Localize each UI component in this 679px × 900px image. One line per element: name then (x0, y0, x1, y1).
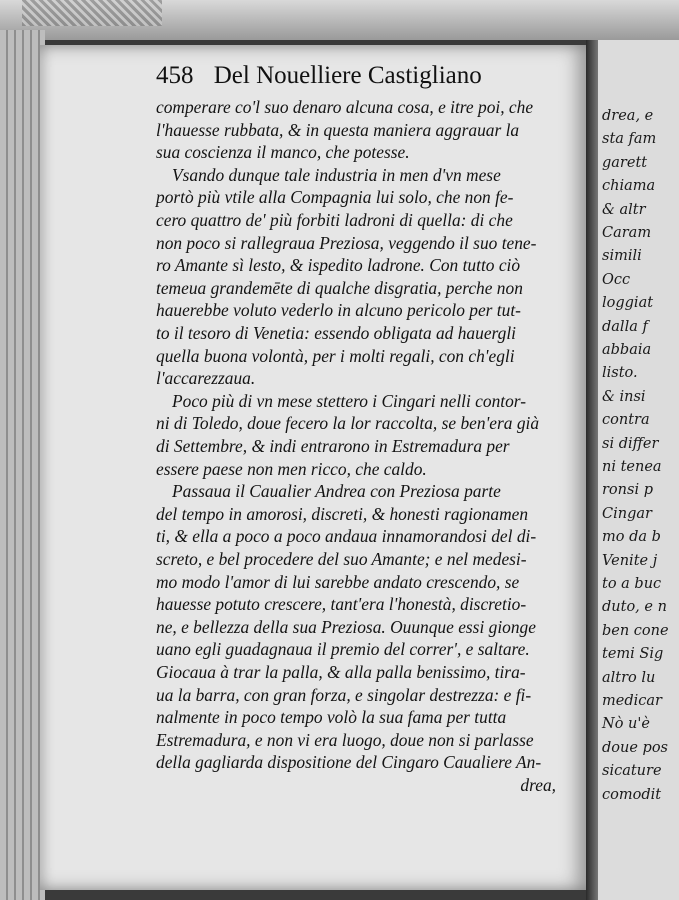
text-line: Passaua il Caualier Andrea con Preziosa parte (172, 481, 501, 502)
running-title: Del Nouelliere Castigliano (213, 62, 482, 89)
right-page-fragment: garett (602, 154, 648, 171)
right-page-fragment: listo. (602, 365, 638, 382)
right-page-fragment: & altr (602, 201, 646, 218)
text-line: nalmente in poco tempo volò la sua fama per tutta (156, 707, 507, 728)
text-line: ne, e bellezza della sua Preziosa. Ouunque essi gionge (156, 616, 536, 637)
book-gutter (586, 40, 598, 900)
right-page-fragment: sicature (602, 763, 662, 780)
page-number: 458 (156, 62, 194, 89)
right-page-fragment: chiama (602, 178, 656, 195)
right-page-fragment: abbaia (602, 342, 652, 358)
right-page-fragment: comodit (602, 786, 662, 803)
right-page-fragment: ben cone (602, 622, 669, 639)
text-line: ti, & ella a poco a poco andaua innamorandosi del di- (156, 526, 537, 547)
text-line: sua coscienza il manco, che potesse. (156, 142, 410, 163)
right-page-fragment: ni tenea (602, 459, 662, 475)
text-line: l'accarezzaua. (156, 368, 256, 389)
text-line: hauesse potuto crescere, tant'era l'honestà, discretio- (156, 594, 527, 615)
text-line: drea, (520, 775, 556, 795)
text-line: hauerebbe voluto vederlo in alcuno pericolo per tut- (156, 300, 521, 321)
text-line: Vsando dunque tale industria in men d'vn mese (172, 164, 501, 185)
text-line: Giocaua à trar la palla, & alla palla benissimo, tira- (156, 662, 526, 682)
right-page-fragment: Venite j (602, 552, 658, 569)
right-page-fragment: & insi (602, 388, 646, 405)
right-page-fragment: Caram (602, 225, 652, 241)
right-page-fragment: dalla f (602, 318, 648, 335)
right-page-fragment: Occ (602, 271, 631, 288)
right-page-fragment: loggiat (602, 295, 654, 312)
text-line: Poco più di vn mese stettero i Cingari nelli contor- (172, 390, 527, 411)
right-page-fragment: mo da b (602, 529, 661, 546)
right-page-fragment: drea, e (602, 108, 654, 124)
text-line: ua la barra, con gran forza, e singolar destrezza: e fi- (156, 684, 532, 705)
text-line: mo modo l'amor di lui sarebbe andato crescendo, se (156, 571, 520, 592)
right-page-fragment: doue pos (602, 739, 668, 756)
text-line: di Settembre, & indi entrarono in Estremadura per (156, 436, 510, 456)
text-line: del tempo in amorosi, discreti, & honesti ragionamen (156, 503, 529, 524)
right-page-fragment: duto, e n (602, 599, 667, 616)
right-page-fragment: contra (602, 412, 650, 429)
text-line: cero quattro de' più forbiti ladroni di quella: di che (156, 210, 513, 230)
book-top-edge (0, 0, 679, 40)
right-page (598, 40, 679, 900)
text-line: Estremadura, e non vi era luogo, doue non si parlasse (156, 729, 534, 750)
right-page-fragment: simili (602, 248, 642, 265)
text-line: portò più vtile alla Compagnia lui solo, che non fe- (156, 187, 514, 208)
right-page-fragment: sta fam (602, 131, 657, 148)
page-stack-edges (0, 30, 45, 900)
right-page-fragment: temi Sig (602, 646, 664, 663)
text-line: comperare co'l suo denaro alcuna cosa, e itre poi, che (156, 97, 534, 117)
ornament-border (22, 0, 162, 26)
page-header (156, 62, 482, 90)
right-page-fragment: medicar (602, 693, 662, 709)
text-line: l'hauesse rubbata, & in questa maniera aggrauar la (156, 119, 520, 140)
text-line: screto, e bel procedere del suo Amante; e nel medesi- (156, 549, 527, 569)
right-page-fragment: Nò u'è (602, 716, 650, 733)
text-line: uano egli guadagnaua il premio del correr', e saltare. (156, 639, 530, 660)
text-line: to il tesoro di Venetia: essendo obligata ad hauergli (156, 323, 517, 343)
right-page-fragment: si differ (602, 435, 659, 452)
right-page-fragment: to a buc (602, 576, 662, 592)
right-page-fragment: ronsi p (602, 482, 653, 499)
text-line: ro Amante sì lesto, & ispedito ladrone. Con tutto ciò (156, 255, 521, 276)
right-page-fragment: altro lu (602, 669, 656, 686)
text-line: temeua grandemēte di qualche disgratia, perche non (156, 277, 523, 298)
text-line: non poco si rallegraua Preziosa, veggendo il suo tene- (156, 232, 537, 253)
text-line: della gagliarda dispositione del Cingaro Caualiere An- (156, 752, 542, 773)
right-page-fragment: Cingar (602, 505, 652, 522)
text-line: essere paese non men ricco, che caldo. (156, 458, 427, 479)
text-line: quella buona volontà, per i molti regali, con ch'egli (156, 345, 515, 366)
text-line: ni di Toledo, doue fecero la lor raccolta, se ben'era già (156, 413, 540, 434)
